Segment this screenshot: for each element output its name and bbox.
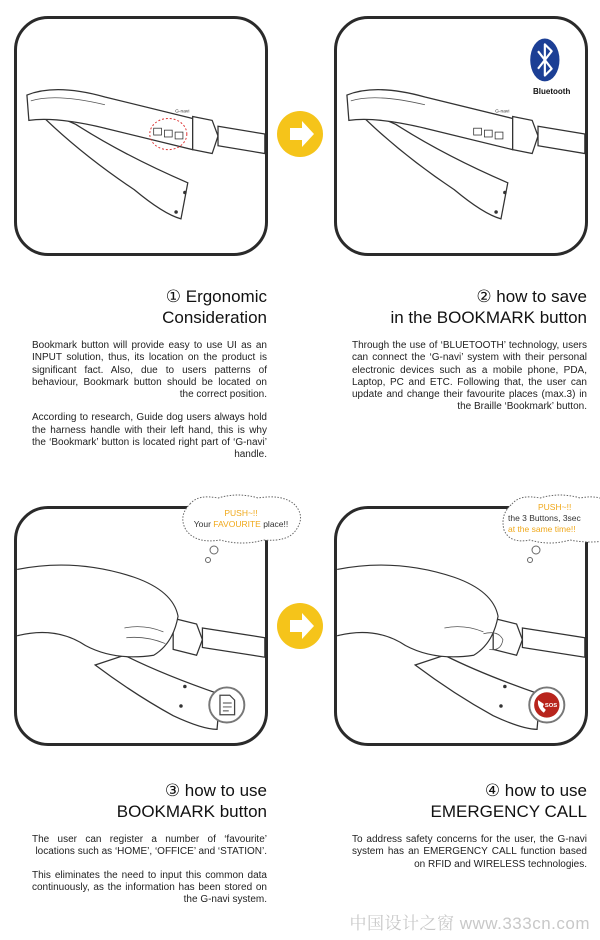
watermark: 中国设计之窗 www.333cn.com (349, 914, 590, 933)
paragraph: To address safety concerns for the user, the G-navi system has an EMERGENCY CALL function based on RFID and WIRELESS technologies. (352, 834, 587, 870)
heading-line: ④ how to use (484, 781, 587, 800)
bubble-text (508, 502, 600, 535)
paragraph: Through the use of ‘BLUETOOTH’ technology, users can connect the ‘G-navi’ system with their personal electronic devices such as a mobile phone, PDA, Laptop, PC and ETC. Following that, the user can update and change their favourite places (max.3) in the Braille ‘Bookmark’ button. (352, 340, 587, 413)
speech-bubble-emergency (500, 494, 600, 550)
paragraph: This eliminates the need to input this common data continuously, as the information has been stored on the G-navi system. (32, 869, 267, 906)
section-heading-ergonomic (12, 286, 267, 328)
panel-ergonomic (14, 16, 268, 256)
paragraph: According to research, Guide dog users always hold the harness handle with their left hand, this is why the ‘Bookmark’ button is located right part of ‘G-navi’ handle. (32, 412, 267, 461)
bubble-suffix: place!! (260, 519, 289, 529)
svg-text:G-navi: G-navi (495, 109, 510, 115)
arrow-right-icon (276, 602, 324, 650)
arrow-right-icon (276, 110, 324, 158)
heading-line: Consideration (162, 308, 267, 327)
bubble-highlight: FAVOURITE (213, 519, 261, 529)
svg-text:G-navi: G-navi (175, 109, 190, 115)
bubble-line: at the same time!! (508, 524, 576, 534)
paragraph: Bookmark button will provide easy to use UI as an INPUT solution, thus, its location on the product is significant fact. Also, due to users patterns of behaviour, Bookmark button should be located on the correct position. (32, 340, 267, 401)
heading-line: BOOKMARK button (116, 802, 267, 821)
section-body-use-bookmark (32, 834, 267, 917)
section-heading-how-to-save (332, 286, 587, 328)
bubble-text (178, 508, 304, 530)
panel-how-to-save (334, 16, 588, 256)
heading-line: in the BOOKMARK button (390, 308, 587, 327)
bubble-line: PUSH~!! (224, 508, 258, 518)
heading-line: ③ how to use (164, 781, 267, 800)
section-heading-use-bookmark (12, 780, 267, 822)
section-body-how-to-save (352, 340, 587, 425)
svg-text:SOS: SOS (544, 702, 558, 709)
bubble-line (178, 519, 304, 530)
bubble-prefix: Your (193, 519, 214, 529)
bubble-line: PUSH~!! (538, 502, 572, 512)
bluetooth-icon (337, 19, 585, 253)
handle-illustration (17, 19, 265, 253)
heading-line: ② how to save (476, 287, 587, 306)
heading-line: ① Ergonomic (165, 287, 267, 306)
paragraph: The user can register a number of ‘favourite’ locations such as ‘HOME’, ‘OFFICE’ and ‘STATION’. (32, 834, 267, 858)
bluetooth-label: Bluetooth (533, 87, 571, 96)
section-body-emergency-call (352, 834, 587, 882)
heading-line: EMERGENCY CALL (430, 802, 587, 821)
section-body-ergonomic (32, 340, 267, 473)
bubble-line: the 3 Buttons, 3sec (508, 513, 581, 523)
speech-bubble-favourite (178, 494, 304, 550)
section-heading-emergency-call (332, 780, 587, 822)
